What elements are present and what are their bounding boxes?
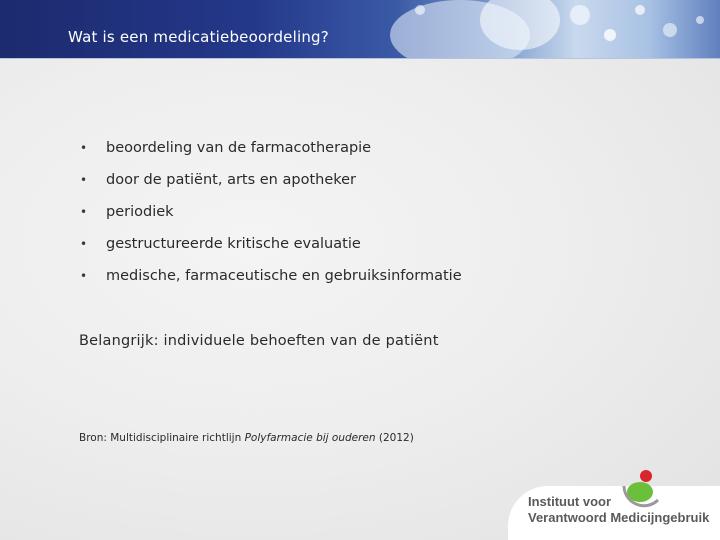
bullet-dot: •	[80, 173, 88, 187]
bullet-text: medische, farmaceutische en gebruiksinformatie	[106, 268, 462, 284]
bullet-item	[80, 172, 462, 204]
source-year: (2012)	[375, 432, 414, 444]
bullet-dot: •	[80, 269, 88, 283]
bullet-item	[80, 268, 462, 300]
slide-title: Wat is een medicatiebeoordeling?	[68, 28, 329, 46]
bullet-item	[80, 204, 462, 236]
important-note: Belangrijk: individuele behoeften van de patiënt	[79, 333, 439, 349]
bullet-dot: •	[80, 141, 88, 155]
bullet-text: periodiek	[106, 204, 174, 220]
source-citation	[79, 432, 414, 444]
bullet-item	[80, 236, 462, 268]
logo-wordmark	[528, 494, 709, 526]
water-splash-image	[380, 0, 720, 58]
logo-line-2: Verantwoord Medicijngebruik	[528, 510, 710, 525]
bullet-text: door de patiënt, arts en apotheker	[106, 172, 357, 188]
bullet-list	[80, 140, 462, 300]
bullet-dot: •	[80, 237, 88, 251]
source-prefix: Bron: Multidisciplinaire richtlijn	[79, 432, 245, 444]
bullet-dot: •	[80, 205, 88, 219]
header-divider	[0, 58, 720, 59]
bullet-text: beoordeling van de farmacotherapie	[106, 140, 372, 156]
logo-line-1: Instituut voor	[528, 494, 612, 509]
source-title: Polyfarmacie bij ouderen	[244, 432, 376, 444]
bullet-item	[80, 140, 462, 172]
bullet-text: gestructureerde kritische evaluatie	[106, 236, 361, 252]
header-banner	[0, 0, 720, 58]
